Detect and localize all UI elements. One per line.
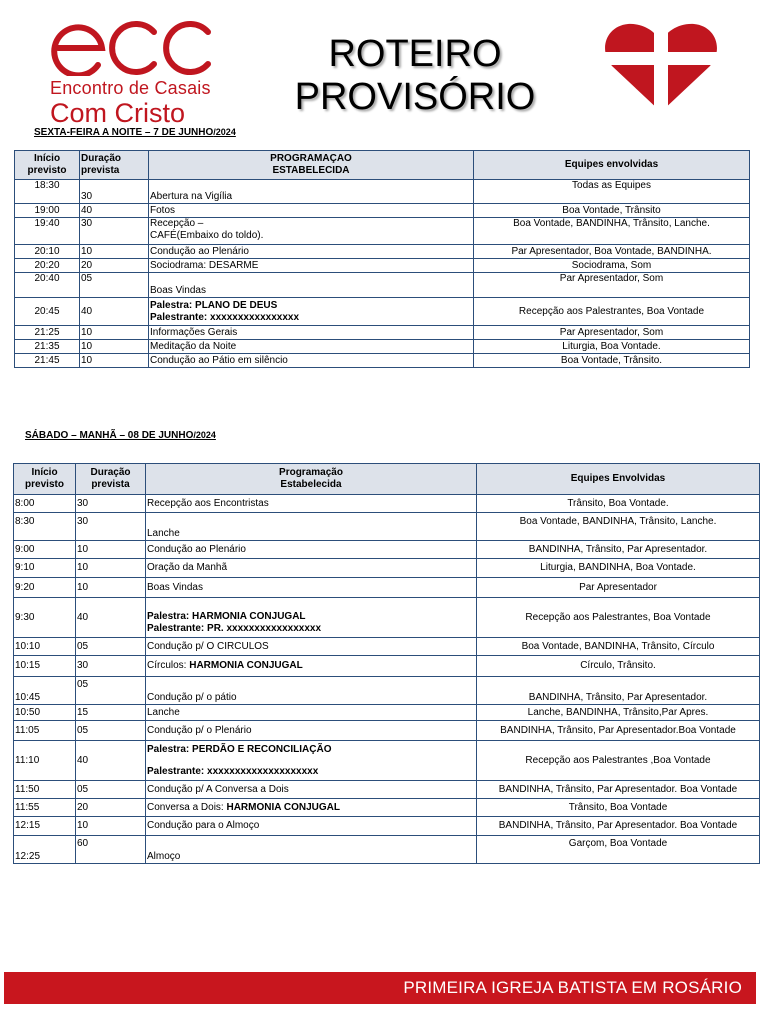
table-row: 11:10 40 Palestra: PERDÃO E RECONCILIAÇÃO Palestrante: xxxxxxxxxxxxxxxxxxxx Recepção aos Palestrantes ,Boa Vontade (14, 741, 760, 781)
title-line1: ROTEIRO (328, 33, 502, 75)
table-row: 8:00 30 Recepção aos Encontristas Trânsito, Boa Vontade. (14, 495, 760, 513)
table-row: 10:10 05 Condução p/ O CIRCULOS Boa Vontade, BANDINHA, Trânsito, Círculo (14, 638, 760, 656)
friday-heading (34, 127, 236, 138)
col-duracao: Duração prevista (76, 464, 146, 495)
saturday-heading-text: SÁBADO – MANHÃ – 08 DE JUNHO (25, 430, 194, 441)
table-row: 10:50 15 Lanche Lanche, BANDINHA, Trânsito,Par Apres. (14, 705, 760, 721)
table-row: 11:55 20 Conversa a Dois: HARMONIA CONJUGAL Trânsito, Boa Vontade (14, 799, 760, 817)
logo-text-line1: Encontro de Casais (50, 78, 211, 98)
table-row: 20:10 10 Condução ao Plenário Par Apresentador, Boa Vontade, BANDINHA. (15, 245, 750, 259)
footer-text: PRIMEIRA IGREJA BATISTA EM ROSÁRIO (403, 978, 742, 997)
logo-text-line2: Com Cristo (50, 98, 186, 128)
footer-bar (4, 972, 756, 1004)
col-programacao: Programação Estabelecida (146, 464, 477, 495)
saturday-heading (25, 430, 216, 441)
table-row: 18:30 30 Abertura na Vigília Todas as Equipes (15, 180, 750, 204)
table-row: 10:45 05 Condução p/ o pátio BANDINHA, Trânsito, Par Apresentador. (14, 677, 760, 705)
table-row: 8:30 30 Lanche Boa Vontade, BANDINHA, Trânsito, Lanche. (14, 513, 760, 541)
table-row: 9:30 40 Palestra: HARMONIA CONJUGAL Palestrante: PR. xxxxxxxxxxxxxxxxx Recepção aos Palestrantes, Boa Vontade (14, 598, 760, 638)
heart-cross-icon (604, 22, 718, 114)
table-row: 19:40 30 Recepção – CAFÉ(Embaixo do toldo). Boa Vontade, BANDINHA, Trânsito, Lanche. (15, 218, 750, 245)
table-row: 11:05 05 Condução p/ o Plenário BANDINHA, Trânsito, Par Apresentador.Boa Vontade (14, 721, 760, 741)
table-row: 11:50 05 Condução p/ A Conversa a Dois BANDINHA, Trânsito, Par Apresentador. Boa Vontade (14, 781, 760, 799)
saturday-table-header (14, 464, 760, 495)
col-inicio: Início previsto (15, 151, 80, 180)
friday-heading-year: /2024 (213, 127, 236, 137)
friday-schedule-table (14, 150, 750, 368)
table-row: 9:10 10 Oração da Manhã Liturgia, BANDINHA, Boa Vontade. (14, 559, 760, 578)
table-row: 21:35 10 Meditação da Noite Liturgia, Boa Vontade. (15, 340, 750, 354)
table-row: 21:45 10 Condução ao Pátio em silêncio Boa Vontade, Trânsito. (15, 354, 750, 368)
col-equipes: Equipes envolvidas (474, 151, 750, 180)
title-line2: PROVISÓRIO (294, 76, 536, 118)
table-row: 21:25 10 Informações Gerais Par Apresentador, Som (15, 326, 750, 340)
table-row: 10:15 30 Círculos: HARMONIA CONJUGAL Círculo, Trânsito. (14, 656, 760, 677)
saturday-schedule-table (13, 463, 760, 864)
table-row: 20:40 05 Boas Vindas Par Apresentador, Som (15, 273, 750, 298)
table-row: 9:00 10 Condução ao Plenário BANDINHA, Trânsito, Par Apresentador. (14, 541, 760, 559)
friday-heading-text: SEXTA-FEIRA A NOITE – 7 DE JUNHO (34, 127, 214, 138)
saturday-heading-year: /2024 (193, 430, 216, 440)
col-equipes: Equipes Envolvidas (477, 464, 760, 495)
ecc-logo (50, 18, 220, 128)
table-row: 19:00 40 Fotos Boa Vontade, Trânsito (15, 204, 750, 218)
table-row: 12:25 60 Almoço Garçom, Boa Vontade (14, 836, 760, 864)
table-row: 9:20 10 Boas Vindas Par Apresentador (14, 578, 760, 598)
col-duracao: Duração prevista (80, 151, 149, 180)
table-row: 20:20 20 Sociodrama: DESARME Sociodrama, Som (15, 259, 750, 273)
page-title (270, 33, 560, 119)
table-row: 12:15 10 Condução para o Almoço BANDINHA, Trânsito, Par Apresentador. Boa Vontade (14, 817, 760, 836)
col-inicio: Início previsto (14, 464, 76, 495)
friday-table-header (15, 151, 750, 180)
col-programacao: PROGRAMAÇAO ESTABELECIDA (149, 151, 474, 180)
table-row: 20:45 40 Palestra: PLANO DE DEUS Palestrante: xxxxxxxxxxxxxxxx Recepção aos Palestrantes, Boa Vontade (15, 298, 750, 326)
ecc-logo-mark (50, 18, 215, 76)
